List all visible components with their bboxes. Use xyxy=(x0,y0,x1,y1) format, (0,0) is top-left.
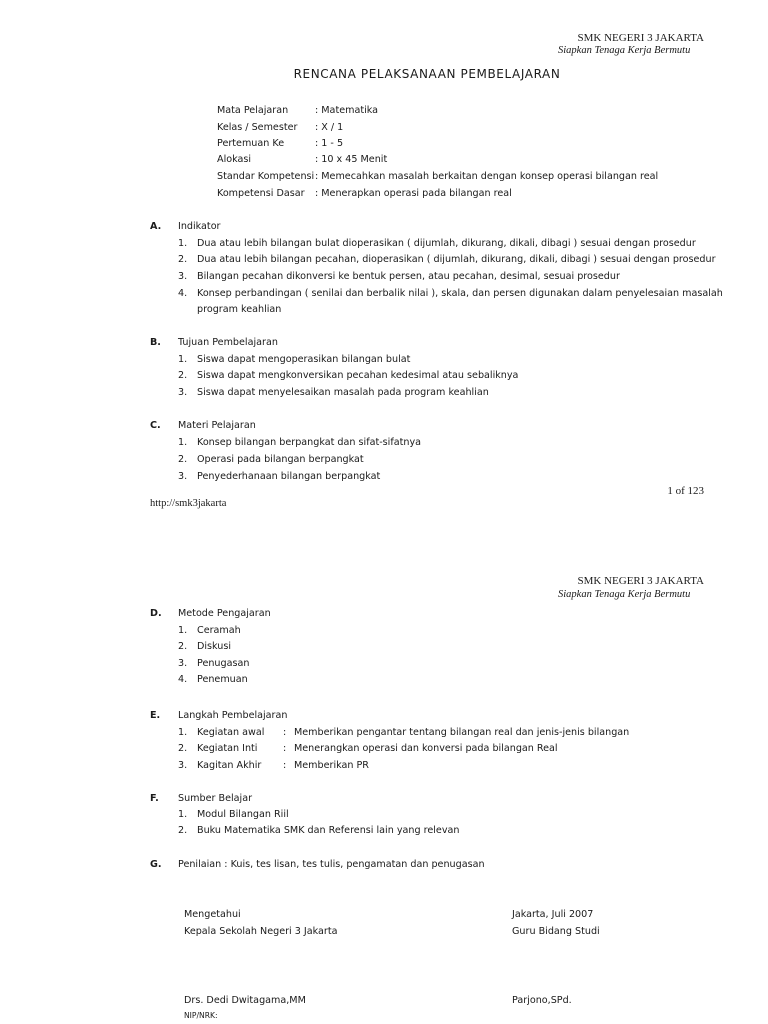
signature-line: Mengetahui xyxy=(184,909,241,920)
step-colon: : xyxy=(283,727,287,738)
info-value: : X / 1 xyxy=(315,122,344,133)
info-value: : 1 - 5 xyxy=(315,138,344,149)
list-number: 1. xyxy=(178,625,188,636)
list-item: Penugasan xyxy=(197,658,250,669)
page-number: 1 of 123 xyxy=(667,485,704,497)
list-item: Diskusi xyxy=(197,641,232,652)
signature-line: Guru Bidang Studi xyxy=(512,926,600,937)
list-item-continuation: program keahlian xyxy=(197,304,282,315)
step-colon: : xyxy=(283,743,287,754)
document-title: RENCANA PELAKSANAAN PEMBELAJARAN xyxy=(293,67,561,81)
list-number: 2. xyxy=(178,825,188,836)
step-text: Memberikan pengantar tentang bilangan real dan jenis-jenis bilangan xyxy=(294,727,630,738)
list-item: Penemuan xyxy=(197,674,248,685)
list-item: Penyederhanaan bilangan berpangkat xyxy=(197,471,381,482)
step-text: Menerangkan operasi dan konversi pada bilangan Real xyxy=(294,743,558,754)
step-colon: : xyxy=(283,760,287,771)
list-number: 2. xyxy=(178,641,188,652)
list-item: Dua atau lebih bilangan pecahan, dioperasikan ( dijumlah, dikurang, dikali, dibagi ) sesuai dengan prosedur xyxy=(197,254,716,265)
section-heading: Penilaian : Kuis, tes lisan, tes tulis, pengamatan dan penugasan xyxy=(178,859,485,870)
info-label: Standar Kompetensi xyxy=(217,171,315,182)
signatory-name: Parjono,SPd. xyxy=(512,995,572,1006)
section-letter: A. xyxy=(150,221,162,232)
school-name: SMK NEGERI 3 JAKARTA xyxy=(577,32,704,44)
step-label: Kagitan Akhir xyxy=(197,760,262,771)
section-heading: Langkah Pembelajaran xyxy=(178,710,288,721)
list-item: Konsep perbandingan ( senilai dan berbalik nilai ), skala, dan persen digunakan dalam penyelesaian masalah xyxy=(197,288,723,299)
list-number: 1. xyxy=(178,238,188,249)
list-number: 3. xyxy=(178,658,188,669)
list-number: 3. xyxy=(178,471,188,482)
info-value: : Menerapkan operasi pada bilangan real xyxy=(315,188,512,199)
info-value: : Memecahkan masalah berkaitan dengan konsep operasi bilangan real xyxy=(315,171,659,182)
school-name: SMK NEGERI 3 JAKARTA xyxy=(577,575,704,587)
list-item: Siswa dapat mengoperasikan bilangan bulat xyxy=(197,354,411,365)
signatory-name: Drs. Dedi Dwitagama,MM xyxy=(184,995,306,1006)
section-letter: F. xyxy=(150,793,159,804)
list-item: Dua atau lebih bilangan bulat dioperasikan ( dijumlah, dikurang, dikali, dibagi ) sesuai dengan prosedur xyxy=(197,238,696,249)
list-item: Modul Bilangan Riil xyxy=(197,809,289,820)
footer-url[interactable]: http://smk3jakarta xyxy=(150,498,227,509)
list-item: Konsep bilangan berpangkat dan sifat-sifatnya xyxy=(197,437,421,448)
info-label: Alokasi xyxy=(217,154,252,165)
list-item: Siswa dapat menyelesaikan masalah pada program keahlian xyxy=(197,387,489,398)
list-number: 1. xyxy=(178,809,188,820)
list-number: 2. xyxy=(178,254,188,265)
list-number: 4. xyxy=(178,288,188,299)
section-letter: D. xyxy=(150,608,162,619)
list-number: 3. xyxy=(178,387,188,398)
list-item: Siswa dapat mengkonversikan pecahan kedesimal atau sebaliknya xyxy=(197,370,519,381)
list-number: 3. xyxy=(178,760,188,771)
step-label: Kegiatan awal xyxy=(197,727,265,738)
section-heading: Sumber Belajar xyxy=(178,793,253,804)
section-heading: Materi Pelajaran xyxy=(178,420,256,431)
section-letter: C. xyxy=(150,420,161,431)
signature-line: Kepala Sekolah Negeri 3 Jakarta xyxy=(184,926,338,937)
info-label: Kelas / Semester xyxy=(217,122,298,133)
list-number: 2. xyxy=(178,454,188,465)
list-number: 1. xyxy=(178,437,188,448)
section-heading: Tujuan Pembelajaran xyxy=(178,337,278,348)
list-number: 2. xyxy=(178,370,188,381)
list-item: Bilangan pecahan dikonversi ke bentuk persen, atau pecahan, desimal, sesuai prosedur xyxy=(197,271,620,282)
list-number: 2. xyxy=(178,743,188,754)
school-motto: Siapkan Tenaga Kerja Bermutu xyxy=(558,45,691,56)
section-letter: E. xyxy=(150,710,161,721)
list-number: 1. xyxy=(178,727,188,738)
info-value: : Matematika xyxy=(315,105,379,116)
list-number: 1. xyxy=(178,354,188,365)
nip-label: NIP/NRK: xyxy=(184,1011,218,1020)
list-number: 3. xyxy=(178,271,188,282)
info-label: Pertemuan Ke xyxy=(217,138,285,149)
list-item: Operasi pada bilangan berpangkat xyxy=(197,454,364,465)
info-value: : 10 x 45 Menit xyxy=(315,154,388,165)
list-item: Ceramah xyxy=(197,625,241,636)
section-letter: G. xyxy=(150,859,162,870)
section-letter: B. xyxy=(150,337,161,348)
signature-line: Jakarta, Juli 2007 xyxy=(512,909,594,920)
section-heading: Indikator xyxy=(178,221,221,232)
info-label: Kompetensi Dasar xyxy=(217,188,305,199)
step-label: Kegiatan Inti xyxy=(197,743,258,754)
list-number: 4. xyxy=(178,674,188,685)
section-heading: Metode Pengajaran xyxy=(178,608,271,619)
info-label: Mata Pelajaran xyxy=(217,105,289,116)
step-text: Memberikan PR xyxy=(294,760,369,771)
list-item: Buku Matematika SMK dan Referensi lain yang relevan xyxy=(197,825,460,836)
school-motto: Siapkan Tenaga Kerja Bermutu xyxy=(558,589,691,600)
